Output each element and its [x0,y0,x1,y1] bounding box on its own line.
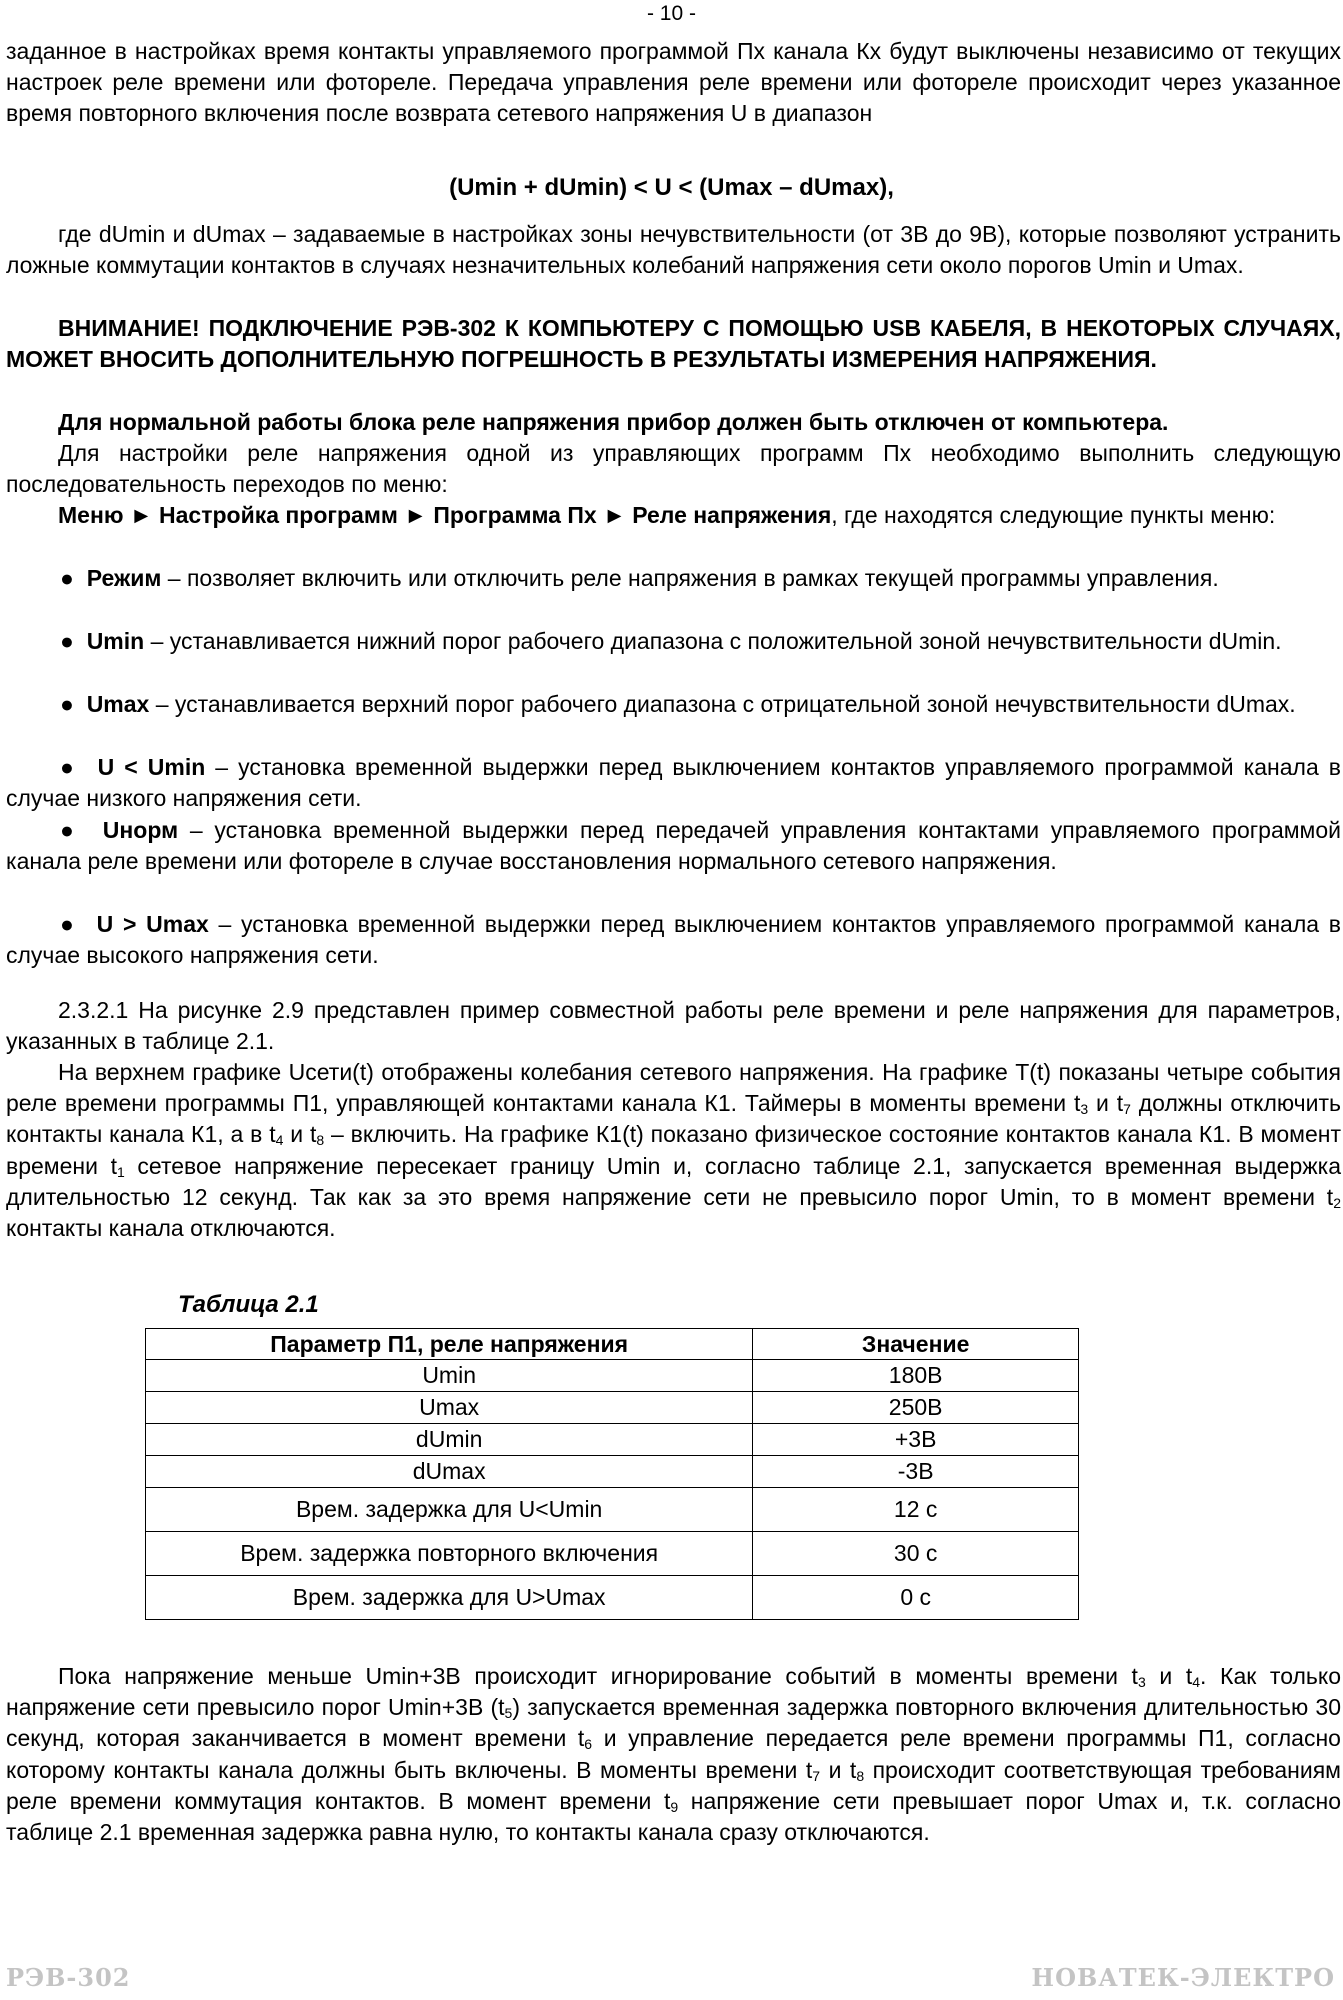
item-term: Umax [86,691,150,717]
list-item [6,689,1341,720]
page-number: - 10 - [646,2,696,25]
list-item [6,909,1341,971]
cell-value: 30 с [753,1532,1079,1576]
footer-company: НОВАТЕК-ЭЛЕКТРО [1031,1963,1335,1992]
paragraph-graph-description: На верхнем графике Uсети(t) отображены колебания сетевого напряжения. На графике T(t) показаны четыре события реле времени программы П1, управляющей контактами канала К1. Таймеры в моменты времени $t_3$ и $t_7$ должны отключить контакты канала К1, а в $t_4$ и $t_8$ – включить. На графике К1(t) показано физическое состояние контактов канала К1. В момент времени $t_1$ сетевое напряжение пересекает границу Umin и, согласно таблице 2.1, запускается временная выдержка длительностью 12 секунд. Так как за это время напряжение сети не превысило порог Umin, то в момент времени $t_2$ контакты канала отключаются. [6,1059,1341,1242]
list-item [6,752,1341,814]
item-term: Umin [86,628,145,654]
header-value: Значение [753,1329,1079,1360]
item-desc: – устанавливается нижний порог рабочего диапазона с положительной зоной нечувствительности dUmin. [144,628,1282,654]
table-caption: Таблица 2.1 [178,1291,319,1318]
menu-path-tail: , где находятся следующие пункты меню: [831,502,1276,528]
cell-value: 250В [753,1392,1079,1424]
parameters-table [145,1328,1079,1620]
item-term: U > Umax [96,911,209,937]
menu-path: Меню ► Настройка программ ► Программа Пх ► Реле напряжения [58,502,832,528]
menu-path-paragraph [6,500,1341,531]
bullet: ● [60,911,78,937]
item-term: Режим [86,565,162,591]
table-row [146,1392,1079,1424]
bullet: ● [60,565,74,591]
item-desc: – установка временной выдержки перед выключением контактов управляемого программой канала в случае низкого напряжения сети. [6,754,1341,812]
cell-value: 0 с [753,1576,1079,1620]
cell-parameter: dUmax [146,1456,753,1488]
item-desc: – установка временной выдержки перед выключением контактов управляемого программой канала в случае высокого напряжения сети. [6,911,1341,969]
footer-product: РЭВ-302 [6,1963,131,1992]
paragraph-dead-zones: где dUmin и dUmax – задаваемые в настройках зоны нечувствительности (от 3В до 9В), которые позволяют устранить ложные коммутации контактов в случаях незначительных колебаний напряжения сети около порогов Umin и Umax. [6,221,1341,279]
table-row [146,1456,1079,1488]
table-row [146,1576,1079,1620]
item-desc: – позволяет включить или отключить реле напряжения в рамках текущей программы управления. [161,565,1219,591]
cell-parameter: Umin [146,1360,753,1392]
table-row [146,1488,1079,1532]
item-term: Uнорм [102,817,179,843]
paragraph-menu-intro: Для настройки реле напряжения одной из управляющих программ Пх необходимо выполнить следующую последовательность переходов по меню: [6,440,1341,498]
cell-value: 180В [753,1360,1079,1392]
cell-value: -3В [753,1456,1079,1488]
note-text: Для нормальной работы блока реле напряжения прибор должен быть отключен от компьютера. [58,409,1169,435]
table-header-row [146,1329,1079,1360]
table-row [146,1360,1079,1392]
cell-value: +3В [753,1424,1079,1456]
cell-parameter: Врем. задержка для U<Umin [146,1488,753,1532]
list-item [6,815,1341,877]
formula: (Umin + dUmin) < U < (Umax – dUmax), [449,174,894,201]
warning-text: ВНИМАНИЕ! ПОДКЛЮЧЕНИЕ РЭВ-302 К КОМПЬЮТЕРУ С ПОМОЩЬЮ USB КАБЕЛЯ, В НЕКОТОРЫХ СЛУЧАЯХ, МОЖЕТ ВНОСИТЬ ДОПОЛНИТЕЛЬНУЮ ПОГРЕШНОСТЬ В РЕЗУЛЬТАТЫ ИЗМЕРЕНИЯ НАПРЯЖЕНИЯ. [6,315,1341,373]
paragraph-intro: заданное в настройках время контакты управляемого программой Пх канала Кх будут выключены независимо от текущих настроек реле времени или фотореле. Передача управления реле времени или фотореле происходит через указанное время повторного включения после возврата сетевого напряжения U в диапазон [6,38,1341,127]
bullet: ● [60,754,78,780]
cell-parameter: dUmin [146,1424,753,1456]
item-desc: – установка временной выдержки перед передачей управления контактами управляемого программой канала реле времени или фотореле в случае восстановления нормального сетевого напряжения. [6,817,1342,875]
cell-parameter: Врем. задержка повторного включения [146,1532,753,1576]
bullet: ● [60,628,74,654]
list-item [6,563,1341,594]
item-term: U < Umin [97,754,206,780]
item-desc: – устанавливается верхний порог рабочего диапазона с отрицательной зоной нечувствительности dUmax. [149,691,1296,717]
table-row [146,1424,1079,1456]
bullet: ● [60,691,74,717]
cell-parameter: Врем. задержка для U>Umax [146,1576,753,1620]
table-row [146,1532,1079,1576]
paragraph-timeline: Пока напряжение меньше Umin+3В происходит игнорирование событий в моменты времени $t_3$ и $t_4$. Как только напряжение сети превысило порог Umin+3В $(t_5)$ запускается временная задержка повторного включения длительностью 30 секунд, которая заканчивается в момент времени $t_6$ и управление передается реле времени программы П1, согласно которому контакты канала должны быть включены. В моменты времени $t_7$ и $t_8$ происходит соответствующая требованиям реле времени коммутация контактов. В момент времени $t_9$ напряжение сети превышает порог Umax и, т.к. согласно таблице 2.1 временная задержка равна нулю, то контакты канала сразу отключаются. [6,1663,1342,1846]
cell-parameter: Umax [146,1392,753,1424]
paragraph-figure-ref: 2.3.2.1 На рисунке 2.9 представлен пример совместной работы реле времени и реле напряжения для параметров, указанных в таблице 2.1. [6,997,1341,1055]
list-item [6,626,1341,657]
header-parameter: Параметр П1, реле напряжения [146,1329,753,1360]
bullet: ● [60,817,80,843]
cell-value: 12 с [753,1488,1079,1532]
